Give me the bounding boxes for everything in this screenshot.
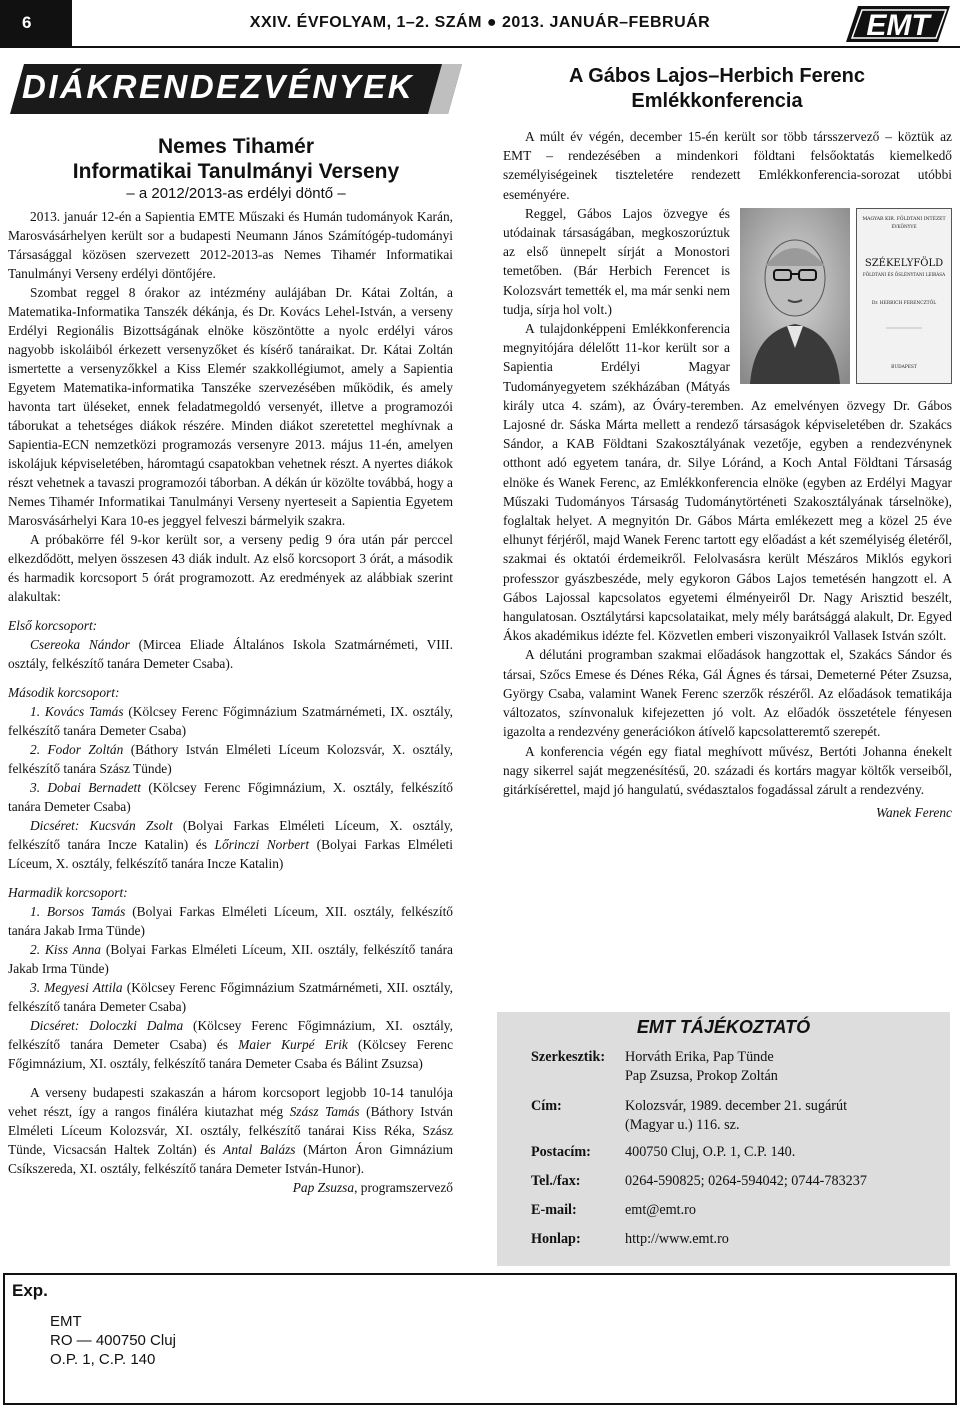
- logo-text: EMT: [866, 9, 930, 42]
- paragraph: Reggel, Gábos Lajos özvegye és utódainak társaságában, megkoszorúztuk az első ünnepelt sírját a Monostori temetőben. (Bár Herbich Ferencet is Kolozsvárt temették el, ma már senki nem tudja, sírja hol volt.): [503, 205, 730, 317]
- paragraph: A konferencia végén egy fiatal meghívott művész, Bertóti Johanna énekelt nagy sikerrel saját megzenésítésű, 20. századi és kortárs magyar költők verseiből, gitárkísérettel, majd jó hangulatú, svédasztalos fogadással zárult a rendezvény.: [503, 743, 952, 797]
- email-link[interactable]: emt@emt.ro: [625, 1202, 696, 1218]
- info-row-website: Honlap: http://www.emt.ro: [531, 1230, 941, 1250]
- result-item: 3. Dobai Bernadett (Kölcsey Ferenc Főgimnázium, X. osztály, felkészítő tanára Demeter Csaba): [8, 780, 453, 814]
- result-item: Csereoka Nándor (Mircea Eliade Általános Iskola Szatmárnémeti, VIII. osztály, felkészítő tanára Demeter Csaba).: [8, 637, 453, 671]
- left-article-title: Nemes Tihamér Informatikai Tanulmányi Verseny: [72, 135, 400, 183]
- svg-text:ÉVKÖNYVE: ÉVKÖNYVE: [891, 223, 917, 229]
- section-title: DIÁKRENDEZVÉNYEK: [22, 68, 415, 105]
- result-item: Dicséret: Kucsván Zsolt (Bolyai Farkas Elméleti Líceum, X. osztály, felkészítő tanára Incze Katalin) és Lőrinczi Norbert (Bolyai Farkas Elméleti Líceum, X. osztály, felkészítő tanára Incze Katalin): [8, 818, 453, 871]
- info-row-email: E-mail: emt@emt.ro: [531, 1201, 941, 1221]
- info-row-phone: Tel./fax: 0264-590825; 0264-594042; 0744-783237: [531, 1173, 867, 1189]
- result-item: 1. Borsos Tamás (Bolyai Farkas Elméleti Líceum, XII. osztály, felkészítő tanára Jakab Irma Tünde): [8, 904, 453, 938]
- right-article-signature: Wanek Ferenc: [876, 805, 952, 821]
- page-number: 6: [0, 0, 72, 46]
- svg-text:Dr. HERBICH FERENCZTŐL: Dr. HERBICH FERENCZTŐL: [871, 300, 937, 306]
- right-article-title: A Gábos Lajos–Herbich Ferenc Emlékkonferencia: [568, 65, 865, 112]
- left-article-body: [8, 207, 453, 1197]
- left-article-subtitle: – a 2012/2013-as erdélyi döntő –: [126, 185, 346, 202]
- book-cover: [856, 208, 952, 384]
- result-item: 2. Kiss Anna (Bolyai Farkas Elméleti Líceum, XII. osztály, felkészítő tanára Jakab Irma Tünde): [8, 942, 453, 976]
- header-rule: [0, 46, 960, 48]
- paragraph: Szombat reggel 8 órakor az intézmény aulájában Dr. Kátai Zoltán, a Matematika-Informatika Tanszék dékánja, és Dr. Kovács Lehel-István, a verseny Erdélyi Regionális Bizottságának elnöke köszöntötte a nyolc erdélyi város nagyobb iskoláiból érkezett versenyzőket és kísérő tanáraikat. Dr. Kátai Zoltán ismertette a versenyzőkkel a Kiss Elemér szakkollégiumot, amely a Sapientia Egyetem Matematika-informatika Tanszéke szervezésében működik, és amely havonta tart üléseket, ennek feladatmegoldó versenyét, illetve a programozói táborukat a tehetséges diákok részére. Minden diákot szeretettel meghívnak a Sapientia-ECN nemzetközi programozás versenyre 2013. május 11-én, amelyen iskolájuk képviseletében, háromtagú csapatokban vehetnek részt. A nyertes diákok részt vehetnek a tavaszi programozói táborban. A dékán úr közölte továbbá, hogy a Nemes Tihamér Informatikai Tanulmányi Verseny nyerteseit a Sapientia Egyetem Marosvásárhelyi Kara 10-es jeggyel felveszi bármelyik szakra.: [8, 285, 453, 528]
- sender-address: EMT RO — 400750 Cluj O.P. 1, C.P. 140: [50, 1313, 176, 1368]
- paragraph: A próbakörre fél 9-kor került sor, a verseny pedig 9 óra után pár perccel elkezdődött, melyen összesen 43 diák indult. Az első korcsoport 3 órát, a második és harmadik korcsoport 5 órát programozott. Az eredmények az alábbiak szerint alakultak:: [8, 532, 453, 604]
- paragraph: A verseny budapesti szakaszán a három korcsoport legjobb 10-14 tanulója vehet részt, így a rangos fináléra kiutazhat még Szász Tamás (Báthory István Elméleti Líceum Kolozsvár, XI. osztály, felkészítő tanárai Kiss Réka, Szász Tünde, Vicsacsán Haltek Zoltán) és Antal Balázs (Márton Áron Gimnázium Csíkszereda, XI. osztály, felkészítő tanára Demeter István-Hunor).: [8, 1085, 453, 1176]
- info-row-address: Cím: Kolozsvár, 1989. december 21. sugárút (Magyar u.) 116. sz.: [531, 1098, 848, 1133]
- paragraph: A délutáni programban szakmai előadások hangzottak el, Szakács Sándor és társai, Szőcs Emese és Dénes Réka, Gál Ágnes és társai, Demeterné Péter Zsuzsa, György Csaba, valamint Wanek Ferenc szerzők részéről. Az előadások tematikája változatos, színvonaluk kifejezetten jó volt. Az előadók összetétele fényesen igazolta a rendezvény generációkon átívelő kapcsolatteremtő szerepét.: [503, 647, 952, 740]
- left-article-signature: Pap Zsuzsa, programszervező: [292, 1180, 453, 1195]
- svg-text:MAGYAR KIR. FÖLDTANI INTÉZET: MAGYAR KIR. FÖLDTANI INTÉZET: [862, 216, 946, 222]
- svg-text:FÖLDTANI ÉS ŐSLÉNYTANI LEIRÁSA: FÖLDTANI ÉS ŐSLÉNYTANI LEIRÁSA: [862, 271, 946, 277]
- info-row-editors: Szerkesztik: Horváth Erika, Pap Tünde Pap Zsuzsa, Prokop Zoltán: [531, 1049, 778, 1084]
- svg-text:SZÉKELYFÖLD: SZÉKELYFÖLD: [864, 257, 944, 269]
- group-heading: Első korcsoport:: [8, 618, 98, 633]
- photo-group: [740, 208, 952, 384]
- result-item: Dicséret: Doloczki Dalma (Kölcsey Ferenc Főgimnázium, XI. osztály, felkészítő tanára Demeter Csaba) és Maier Kurpé Erik (Kölcsey Ferenc Főgimnázium, XI. osztály, felkészítő tanára Demeter Csaba és Bálint Zsuzsa): [8, 1018, 454, 1071]
- paragraph: 2013. január 12-én a Sapientia EMTE Műszaki és Humán tudományok Karán, Marosvásárhelyen került sor a budapesti Neumann János Számítógép-tudományi Társasággal közösen szervezett 2012-2013-as Nemes Tihamér Informatikai Tanulmányi Verseny erdélyi döntőjére.: [8, 209, 453, 281]
- svg-text:BUDAPEST: BUDAPEST: [891, 364, 917, 370]
- emt-logo: [846, 4, 950, 44]
- result-item: 3. Megyesi Attila (Kölcsey Ferenc Főgimnázium Szatmárnémeti, XII. osztály, felkészítő tanára Demeter Csaba): [8, 980, 453, 1014]
- paragraph: A múlt év végén, december 15-én került sor több társszervező – köztük az EMT – rendezésében a mindenkori földtani felsőoktatás kiemelkedő személyiségeinek tiszteletére rendezett Emlékkonferencia-sorozat utóbbi eseményére.: [503, 129, 952, 202]
- issue-line: XXIV. ÉVFOLYAM, 1–2. SZÁM ● 2013. JANUÁR–FEBRUÁR: [249, 14, 711, 31]
- result-item: 2. Fodor Zoltán (Báthory István Elméleti Líceum Kolozsvár, X. osztály, felkészítő tanára Szász Tünde): [8, 742, 453, 776]
- right-article-body: [503, 127, 952, 822]
- info-row-postal: Postacím: 400750 Cluj, O.P. 1, C.P. 140.: [531, 1144, 796, 1160]
- group-heading: Harmadik korcsoport:: [8, 885, 128, 900]
- paragraph: A tulajdonképpeni Emlékkonferencia megnyitójára délelőtt 11-kor került sor a Sapientia Erdélyi Magyar Tudományegyetem székházában (Mátyás király utca 4. szám), az Óváry-teremben. Az emelvényen özvegy Dr. Gábos Lajosné dr. Sáska Márta mellett a rendező társaságok képviseletében dr. Szakács Sándor, a KAB Földtani Szakosztályának vezetője, egyben a rendezvénynek otthont adó egyetem tanára, dr. Silye Lóránd, a Koch Antal Földtani Társaság elnöke és Wanek Ferenc, az Emlékkonferencia elnöke (egyben az Erdélyi Magyar Műszaki Tudományos Társaság Tudománytörténeti Szakosztályának társelnöke), foglaltak helyet. A megnyitón Dr. Gábos Márta emlékezett meg a közel 25 éve elhunyt férjéről, majd Wanek Ferenc tartott egy előadást a két személyiség életéről, szakmai és oktatói érdemeikről. Felolvasásra került Mészáros Miklós egykori professzor gyászbeszéde, mely egykoron Gábos Lajos temetésén hangzott el. A Gábos Lajossal kapcsolatos egyetemi élményeiről Dr. Nagy Arisztid beszélt, hangulatosan. Osztálytársi kapcsolataikat, mely mély barátsággá alakult, Dr. Egyed Ákos akadémikus idézte fel. Közvetlen emberi viszonyaikról Vallasek István szólt.: [503, 321, 952, 644]
- website-link[interactable]: http://www.emt.ro: [625, 1231, 729, 1247]
- sender-label: Exp.: [12, 1281, 48, 1300]
- result-item: 1. Kovács Tamás (Kölcsey Ferenc Főgimnázium Szatmárnémeti, IX. osztály, felkészítő tanára Demeter Csaba): [8, 704, 453, 738]
- info-box-title: EMT TÁJÉKOZTATÓ: [636, 1017, 811, 1037]
- group-heading: Második korcsoport:: [8, 685, 120, 700]
